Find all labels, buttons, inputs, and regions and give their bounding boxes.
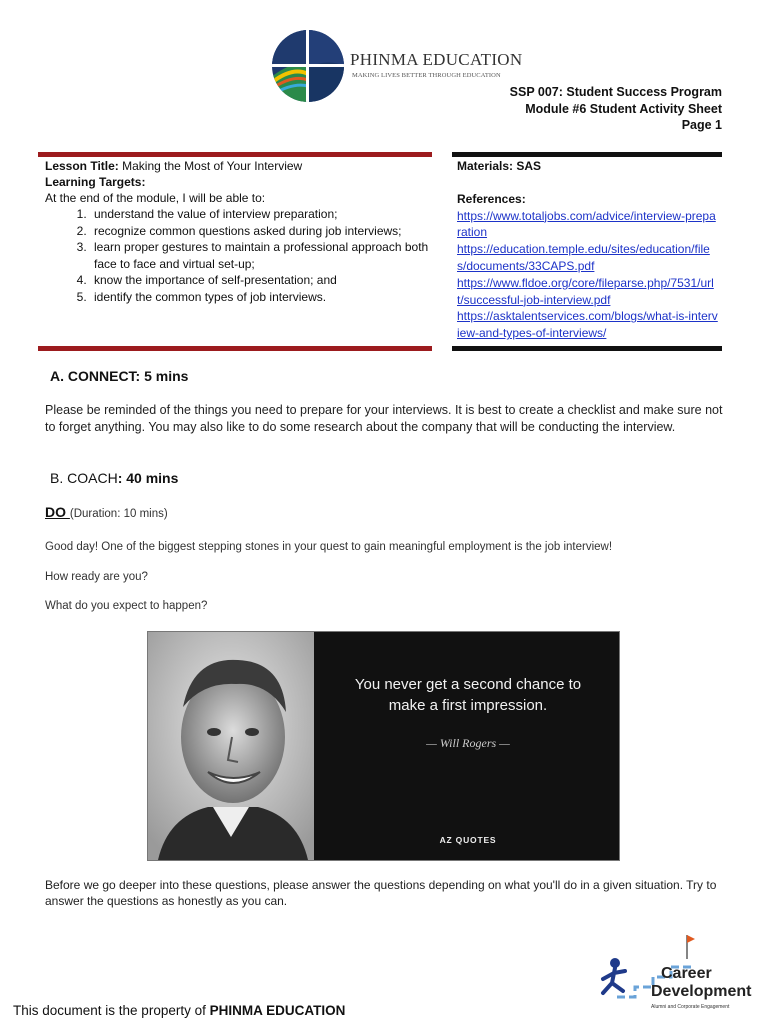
section-b-title (50, 470, 178, 486)
section-b-title-prefix: B. COACH (50, 470, 118, 486)
document-header (510, 84, 722, 134)
lesson-info (45, 158, 430, 305)
footer-prefix: This document is the property of (13, 1003, 210, 1018)
career-development-title (651, 965, 751, 1001)
learning-targets-list (45, 206, 430, 305)
paragraph: How ready are you? (45, 571, 148, 583)
lesson-title-value: Making the Most of Your Interview (118, 159, 303, 173)
lesson-bottom-divider (38, 346, 432, 351)
instructions: Before we go deeper into these questions, please answer the questions depending on what you'll do in a given situation. Try to answer the questions as honestly as you can. (45, 878, 717, 908)
reference-link[interactable]: https://www.totaljobs.com/advice/interview-preparation (457, 208, 716, 240)
portrait-photo (148, 632, 314, 860)
do-label: DO (45, 504, 70, 520)
materials-top-divider (452, 152, 722, 157)
org-name: PHINMA EDUCATION (350, 50, 523, 69)
list-item: 3. learn proper gestures to maintain a professional approach both face to face and virtual set-up; (90, 239, 430, 272)
lesson-top-divider (38, 152, 432, 157)
materials-references (457, 158, 719, 342)
do-duration: (Duration: 10 mins) (69, 508, 168, 520)
reference-link[interactable]: https://www.fldoe.org/core/fileparse.php/7531/urlt/successful-job-interview.pdf (457, 275, 714, 307)
reference-link[interactable]: https://education.temple.edu/sites/education/files/documents/33CAPS.pdf (457, 242, 710, 273)
list-item: 4. know the importance of self-presentation; and (90, 272, 430, 289)
paragraph: Good day! One of the biggest stepping stones in your quest to gain meaningful employment is the job interview! (45, 541, 613, 553)
section-b-title-suffix: : 40 mins (117, 470, 179, 486)
quote-image (147, 631, 620, 861)
phinma-logo-icon (270, 28, 346, 104)
section-a-body: Please be reminded of the things you need to prepare for your interviews. It is best to create a checklist and make sure not to forget anything. You may also like to do some research about the company that will be conducting the interview. (45, 403, 723, 434)
course-title: SSP 007: Student Success Program (509, 85, 722, 99)
org-tagline: MAKING LIVES BETTER THROUGH EDUCATION (352, 72, 501, 79)
cd-line1: Career (661, 965, 712, 982)
references-label: References: (457, 191, 526, 206)
materials-label: Materials: SAS (457, 159, 542, 173)
lesson-title-label: Lesson Title: (45, 159, 119, 173)
paragraph: What do you expect to happen? (45, 600, 208, 612)
learning-targets-intro: At the end of the module, I will be able to: (45, 191, 266, 205)
quote-text (323, 674, 613, 716)
do-heading (45, 504, 168, 522)
quote-author: — Will Rogers — (426, 736, 510, 750)
quote-line: You never get a second chance to (354, 676, 582, 693)
learning-targets-label: Learning Targets: (45, 175, 146, 189)
list-item: 5. identify the common types of job interviews. (90, 289, 430, 306)
section-a-title: A. CONNECT: 5 mins (50, 368, 189, 384)
cd-line2: Development (651, 983, 752, 1000)
career-development-subtitle: Alumni and Corporate Engagement (651, 1004, 730, 1010)
footer-owner: PHINMA EDUCATION (209, 1003, 346, 1018)
quote-brand: AZ QUOTES (439, 835, 497, 845)
footer-note (13, 1003, 345, 1018)
materials-bottom-divider (452, 346, 722, 351)
reference-link[interactable]: https://asktalentservices.com/blogs/what-is-interview-and-types-of-interviews/ (457, 309, 718, 341)
lesson-title (45, 158, 430, 174)
list-item: 2. recognize common questions asked during job interviews; (90, 223, 430, 240)
quote-line: make a first impression. (388, 697, 548, 714)
module-title: Module #6 Student Activity Sheet (525, 101, 722, 116)
list-item: 1. understand the value of interview preparation; (90, 206, 430, 223)
page-number: Page 1 (681, 118, 722, 132)
